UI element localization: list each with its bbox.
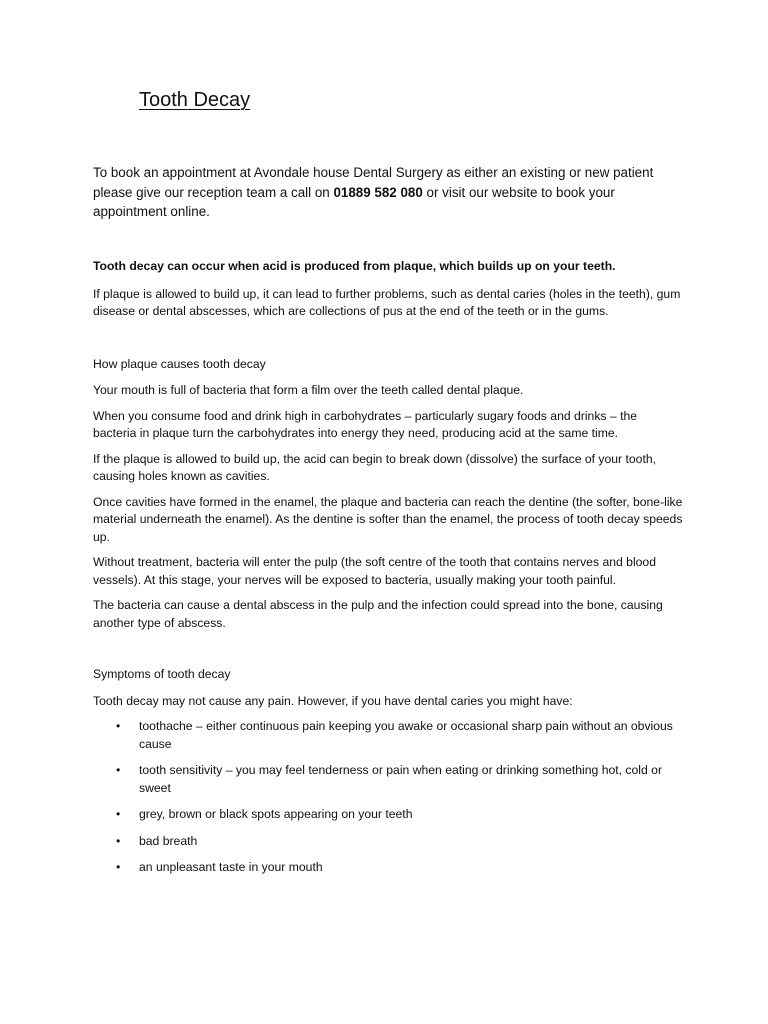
article-body — [93, 258, 683, 886]
list-item-text: grey, brown or black spots appearing on your teeth — [139, 807, 413, 821]
list-item — [93, 859, 683, 877]
plaque-paragraph: If the plaque is allowed to build up, the acid can begin to break down (dissolve) the surface of your tooth, causing holes known as cavities. — [93, 451, 656, 483]
page-title: Tooth Decay — [139, 89, 251, 111]
plaque-paragraph: When you consume food and drink high in carbohydrates – particularly sugary foods and drinks – the bacteria in plaque turn the carbohydrates into energy they need, producing acid at the same time. — [93, 408, 638, 440]
list-item-text: an unpleasant taste in your mouth — [139, 860, 323, 874]
list-item — [93, 762, 683, 797]
section-heading-plaque: How plaque causes tooth decay — [93, 356, 266, 371]
plaque-paragraph: The bacteria can cause a dental abscess in the pulp and the infection could spread into the bone, causing another type of abscess. — [93, 598, 663, 630]
section-heading-symptoms: Symptoms of tooth decay — [93, 667, 231, 681]
list-item-text: bad breath — [139, 833, 198, 848]
symptoms-list — [93, 718, 683, 877]
lead-statement: Tooth decay can occur when acid is produced from plaque, which builds up on your teeth. — [93, 259, 616, 273]
symptoms-intro: Tooth decay may not cause any pain. However, if you have dental caries you might have: — [93, 693, 573, 708]
bullet-icon: • — [116, 719, 121, 733]
lead-detail-paragraph: If plaque is allowed to build up, it can lead to further problems, such as dental caries (holes in the teeth), gum disease or dental abscesses, which are collections of pus at the end of the teeth or in the gums. — [93, 286, 681, 318]
phone-number: 01889 582 080 — [333, 184, 423, 200]
plaque-paragraph: Once cavities have formed in the enamel, the plaque and bacteria can reach the dentine (the softer, bone-like material underneath the enamel). As the dentine is softer than the enamel, the process of tooth decay speeds up. — [93, 494, 683, 544]
plaque-paragraph: Without treatment, bacteria will enter the pulp (the soft centre of the tooth that contains nerves and blood vessels). At this stage, your nerves will be exposed to bacteria, usually making your tooth painful. — [93, 555, 656, 587]
list-item — [93, 833, 683, 851]
list-item-text: tooth sensitivity – you may feel tenderness or pain when eating or drinking something hot, cold or sweet — [139, 763, 663, 795]
section-spacer — [93, 640, 683, 666]
bullet-icon: • — [116, 833, 121, 848]
bullet-icon: • — [116, 807, 121, 821]
booking-intro-text-end: or visit our website to book your appointment online. — [93, 184, 615, 219]
booking-intro-text: To book an appointment at Avondale house Dental Surgery as either an existing or new patient please give our reception team a call on — [93, 165, 654, 200]
bullet-icon: • — [116, 860, 121, 874]
list-item — [93, 806, 683, 824]
plaque-paragraph: Your mouth is full of bacteria that form a film over the teeth called dental plaque. — [93, 383, 524, 397]
bullet-icon: • — [116, 763, 121, 777]
list-item-text: toothache – either continuous pain keeping you awake or occasional sharp pain without an obvious cause — [139, 719, 673, 751]
booking-intro-paragraph — [93, 163, 678, 222]
list-item — [93, 718, 683, 753]
section-spacer — [93, 329, 683, 356]
